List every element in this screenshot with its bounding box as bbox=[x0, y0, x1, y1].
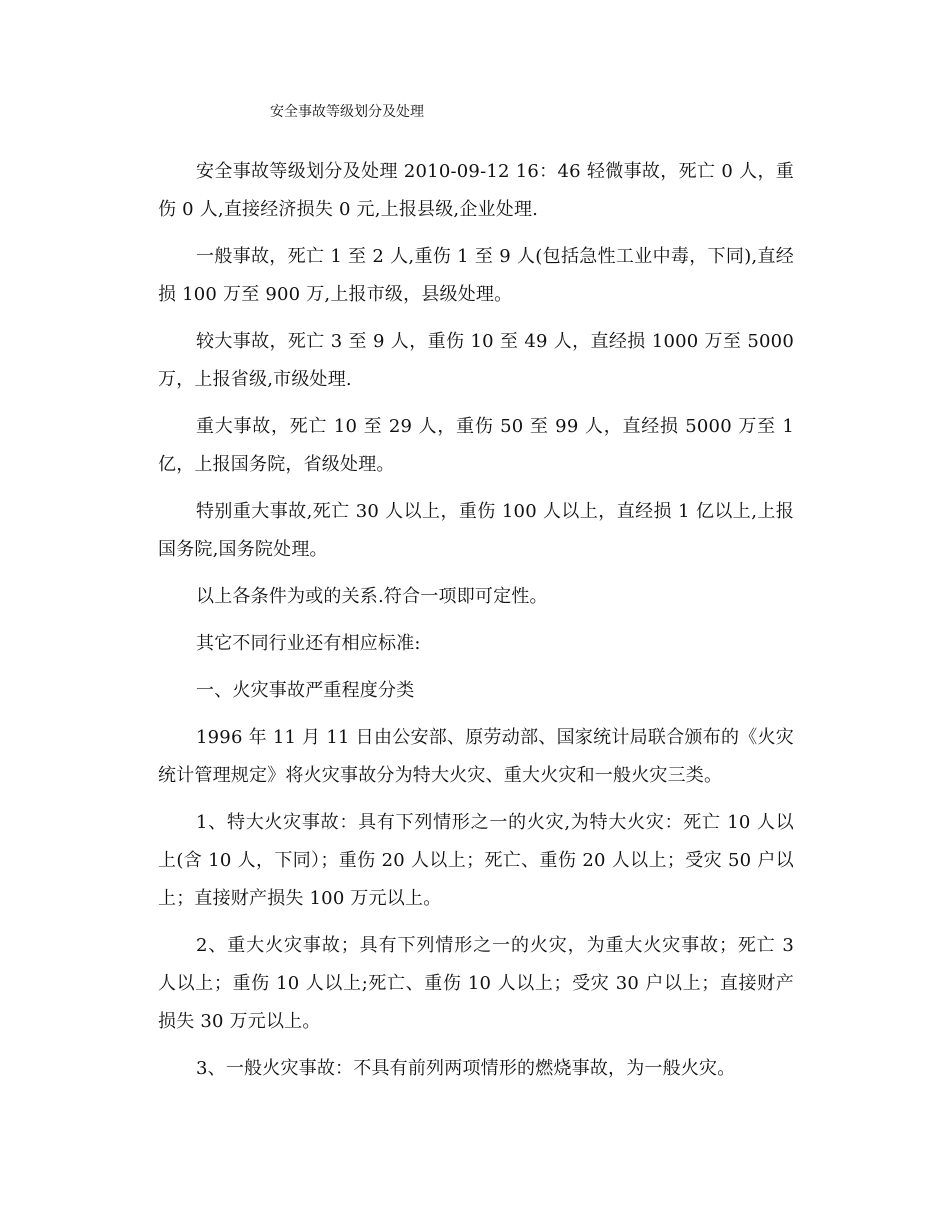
paragraph-conditions-note: 以上各条件为或的关系.符合一项即可定性。 bbox=[196, 586, 548, 607]
document-title: 安全事故等级划分及处理 bbox=[270, 104, 424, 120]
paragraph-general-accident: 一般事故，死亡 1 至 2 人,重伤 1 至 9 人(包括急性工业中毒，下同),直经损 100 万至 900 万,上报市级，县级处理。 bbox=[158, 246, 794, 305]
paragraph-other-industries: 其它不同行业还有相应标准: bbox=[196, 633, 421, 654]
paragraph-general-fire: 3、一般火灾事故：不具有前列两项情形的燃烧事故，为一般火灾。 bbox=[196, 1058, 736, 1079]
paragraph-major-fire: 2、重大火灾事故；具有下列情形之一的火灾，为重大火灾事故；死亡 3 人以上；重伤 10 人以上;死亡、重伤 10 人以上；受灾 30 户以上；直接财产损失 30 万元以上。 bbox=[158, 935, 794, 1032]
paragraph-larger-accident: 较大事故，死亡 3 至 9 人，重伤 10 至 49 人，直经损 1000 万至 5000 万，上报省级,市级处理. bbox=[158, 331, 794, 390]
document-body bbox=[158, 153, 794, 1097]
paragraph-major-accident: 重大事故，死亡 10 至 29 人，重伤 50 至 99 人，直经损 5000 万至 1 亿，上报国务院，省级处理。 bbox=[158, 416, 794, 475]
paragraph-accident-levels-intro: 安全事故等级划分及处理 2010-09-12 16：46 轻微事故，死亡 0 人，重伤 0 人,直接经济损失 0 元,上报县级,企业处理. bbox=[158, 161, 794, 220]
paragraph-especially-major-fire: 1、特大火灾事故：具有下列情形之一的火灾,为特大火灾：死亡 10 人以上(含 10 人，下同）；重伤 20 人以上；死亡、重伤 20 人以上；受灾 50 户以上；直接财产损失 100 万元以上。 bbox=[158, 812, 794, 909]
section-heading-fire-classification: 一、火灾事故严重程度分类 bbox=[196, 680, 415, 701]
paragraph-fire-regulation: 1996 年 11 月 11 日由公安部、原劳动部、国家统计局联合颁布的《火灾统计管理规定》将火灾事故分为特大火灾、重大火灾和一般火灾三类。 bbox=[158, 727, 794, 786]
paragraph-especially-major-accident: 特别重大事故,死亡 30 人以上，重伤 100 人以上，直经损 1 亿以上,上报国务院,国务院处理。 bbox=[158, 501, 794, 560]
